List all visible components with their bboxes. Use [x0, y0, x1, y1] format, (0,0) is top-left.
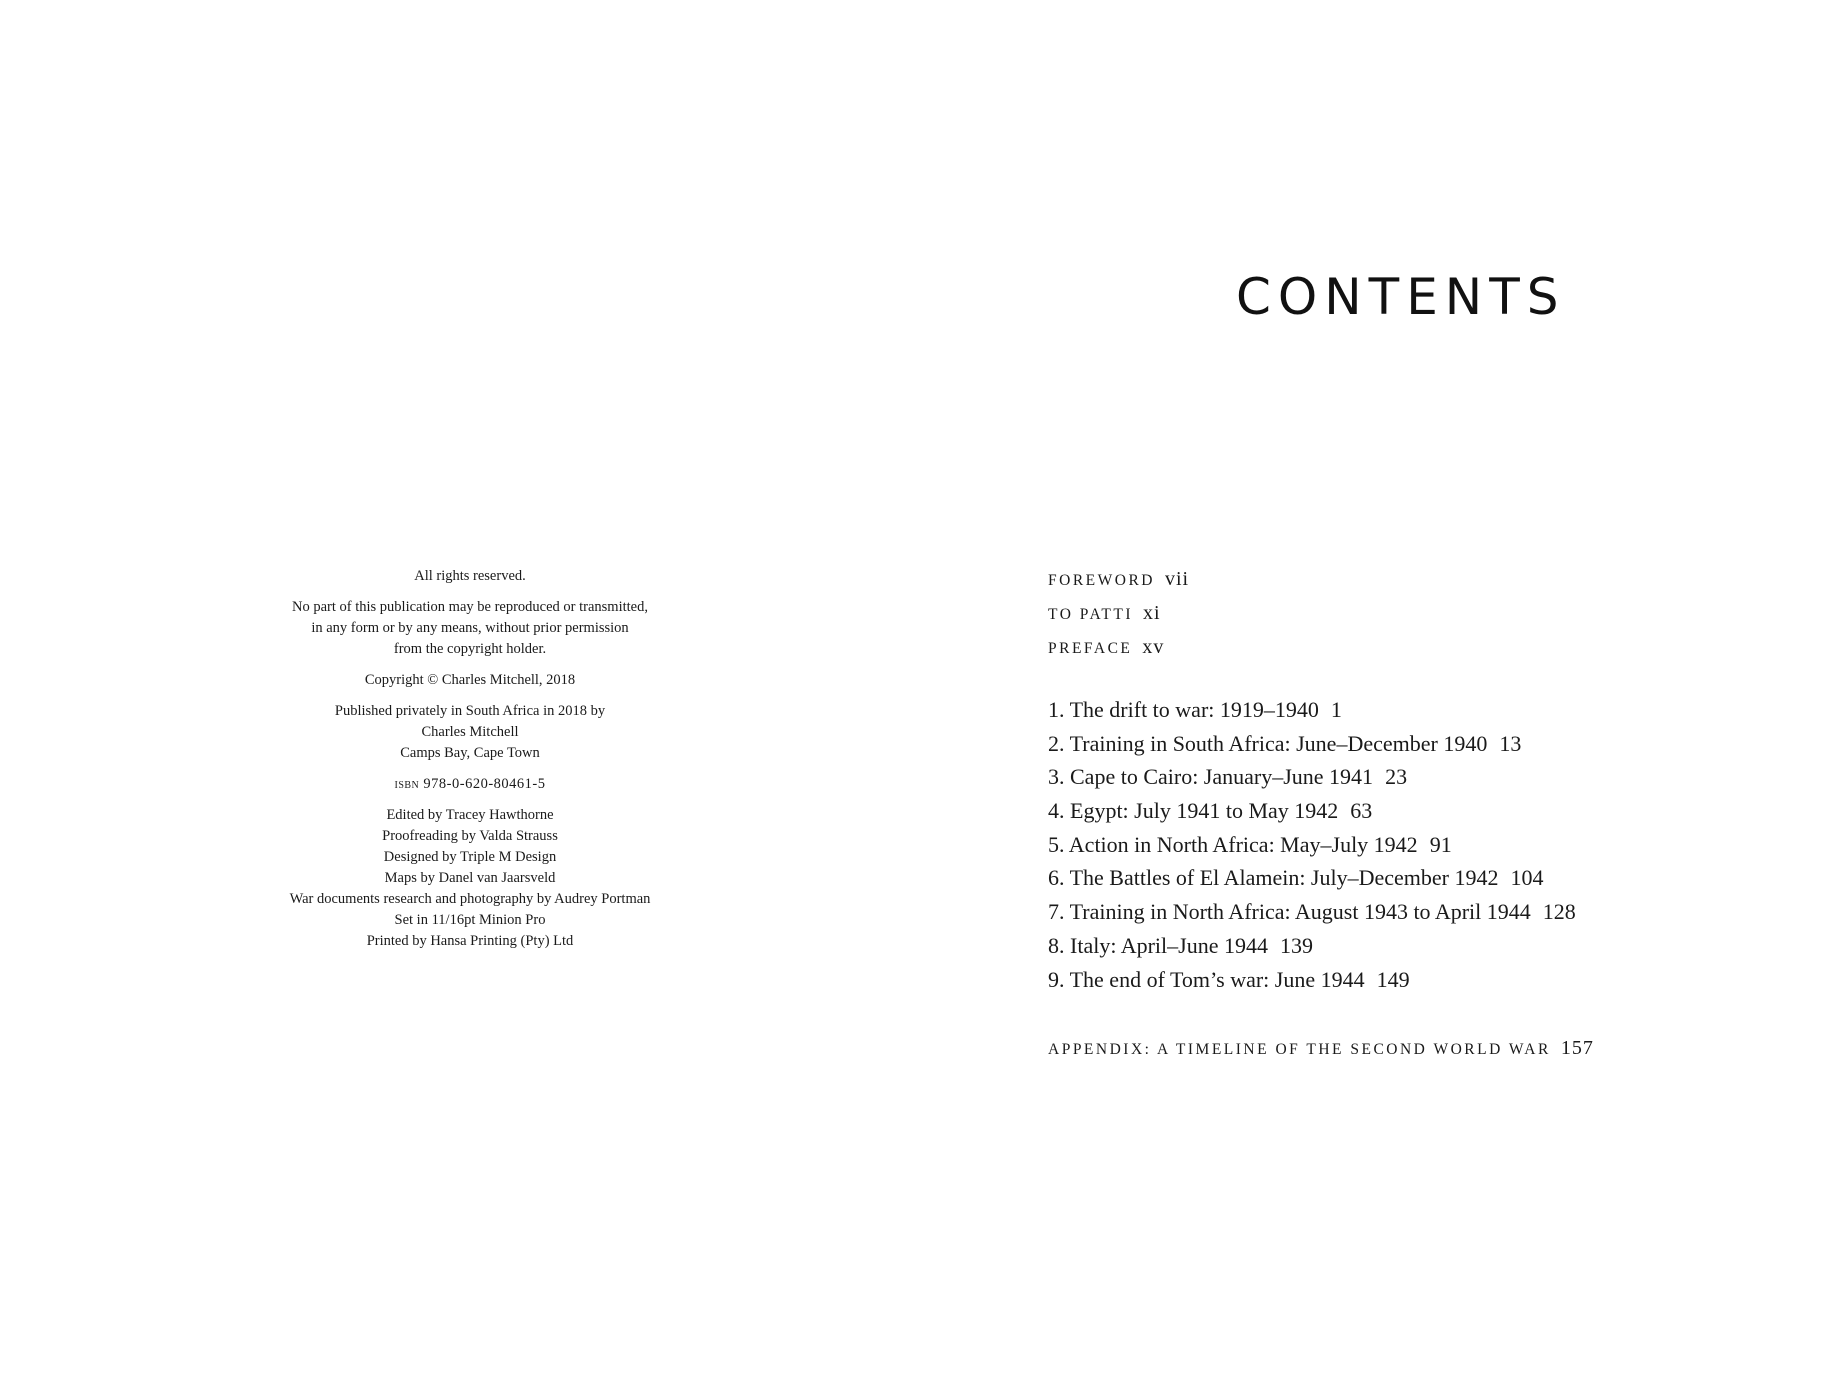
- toc-entry-page: xv: [1142, 636, 1165, 658]
- chapter-title: 1. The drift to war: 1919–1940: [1048, 697, 1319, 722]
- credits: [270, 805, 670, 952]
- isbn-line: isbn 978-0-620-80461-5: [394, 776, 546, 792]
- credit-line: Designed by Triple M Design: [383, 849, 557, 865]
- chapter-title: 7. Training in North Africa: August 1943 to April 1944: [1048, 899, 1531, 925]
- chapter-title: 2. Training in South Africa: June–December 1940: [1048, 730, 1488, 756]
- toc-entry-chapter-7[interactable]: [1048, 895, 1576, 929]
- credit-line: Maps by Danel van Jaarsveld: [384, 870, 556, 886]
- notice-line: from the copyright holder.: [393, 641, 547, 657]
- toc-entry-label: PREFACE: [1048, 640, 1133, 657]
- rights-statement: [270, 566, 670, 587]
- toc-entry-page: vii: [1164, 568, 1190, 590]
- rights-line: All rights reserved.: [414, 568, 526, 584]
- reproduction-notice: [270, 597, 670, 660]
- isbn-info: [270, 774, 670, 795]
- appendix-page: 157: [1560, 1037, 1594, 1059]
- chapter-page: 23: [1385, 764, 1408, 790]
- publisher-line: Published privately in South Africa in 2018 by: [334, 703, 606, 719]
- chapter-page: 13: [1499, 730, 1522, 756]
- chapter-title: 3. Cape to Cairo: January–June 1941: [1048, 764, 1374, 790]
- credit-line: Edited by Tracey Hawthorne: [386, 807, 554, 823]
- chapter-page: 104: [1510, 865, 1544, 891]
- toc-entry-chapter-5[interactable]: [1048, 828, 1576, 862]
- toc-entry-label: FOREWORD: [1048, 572, 1155, 589]
- toc-entry-preface[interactable]: [1048, 630, 1189, 664]
- appendix-title: APPENDIX: A TIMELINE OF THE SECOND WORLD WAR: [1048, 1041, 1551, 1058]
- chapter-page: 149: [1376, 966, 1410, 992]
- contents-title: CONTENTS: [1236, 268, 1566, 326]
- toc-entry-chapter-4[interactable]: [1048, 794, 1576, 828]
- toc-entry-label: TO PATTI: [1048, 606, 1134, 623]
- chapter-page: 63: [1350, 798, 1373, 824]
- credit-line: Printed by Hansa Printing (Pty) Ltd: [366, 933, 574, 949]
- credit-line: Set in 11/16pt Minion Pro: [394, 912, 546, 928]
- toc-entry-to-patti[interactable]: [1048, 596, 1189, 630]
- credit-line: War documents research and photography by Audrey Portman: [289, 891, 651, 907]
- notice-line: in any form or by any means, without prior permission: [311, 620, 629, 636]
- toc-entry-foreword[interactable]: [1048, 562, 1189, 596]
- toc-entry-chapter-6[interactable]: [1048, 861, 1576, 895]
- toc-entry-chapter-3[interactable]: [1048, 760, 1576, 794]
- chapter-title: 9. The end of Tom’s war: June 1944: [1048, 966, 1365, 992]
- chapter-list: [1048, 693, 1576, 996]
- chapter-page: 139: [1279, 932, 1313, 958]
- copyright-notice: [270, 670, 670, 691]
- credit-line: Proofreading by Valda Strauss: [382, 828, 558, 844]
- chapter-page: 1: [1330, 697, 1342, 722]
- copyright-line: Copyright © Charles Mitchell, 2018: [364, 672, 576, 688]
- chapter-title: 6. The Battles of El Alamein: July–December 1942: [1048, 865, 1499, 891]
- imprint-block: [270, 566, 670, 962]
- chapter-page: 91: [1429, 831, 1452, 857]
- chapter-title: 5. Action in North Africa: May–July 1942: [1048, 831, 1418, 857]
- chapter-title: 4. Egypt: July 1941 to May 1942: [1048, 798, 1339, 824]
- chapter-title: 8. Italy: April–June 1944: [1048, 932, 1268, 958]
- publisher-line: Charles Mitchell: [421, 724, 519, 740]
- publisher-info: [270, 701, 670, 764]
- toc-entry-appendix[interactable]: [1048, 1031, 1594, 1065]
- publisher-line: Camps Bay, Cape Town: [400, 745, 540, 761]
- toc-entry-chapter-2[interactable]: [1048, 727, 1576, 761]
- toc-entry-page: xi: [1143, 602, 1161, 624]
- notice-line: No part of this publication may be reproduced or transmitted,: [292, 599, 648, 615]
- toc-entry-chapter-1[interactable]: [1048, 693, 1576, 727]
- front-matter-list: [1048, 562, 1189, 664]
- chapter-page: 128: [1542, 899, 1576, 925]
- toc-entry-chapter-9[interactable]: [1048, 963, 1576, 997]
- toc-entry-chapter-8[interactable]: [1048, 929, 1576, 963]
